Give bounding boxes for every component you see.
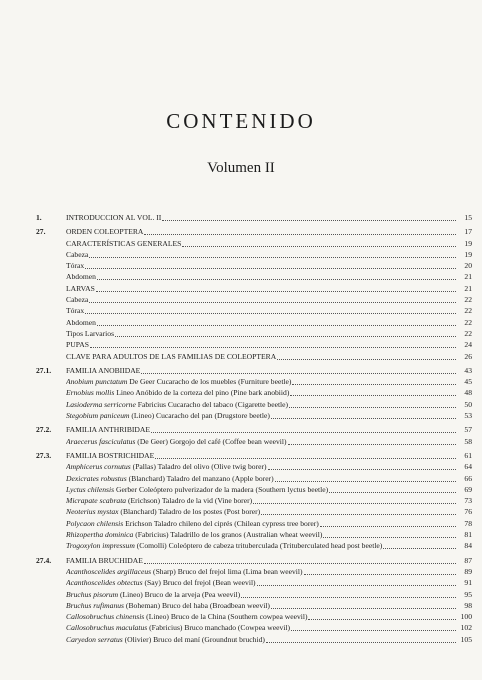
toc-entry	[66, 461, 456, 472]
entry-title	[66, 249, 88, 260]
entry-text: Cabeza	[66, 295, 89, 305]
page-number: 66	[464, 473, 472, 483]
toc-row	[36, 566, 472, 577]
toc-entry	[66, 339, 456, 350]
entry-text: (Fabricius) Taladrillo de los granos (Australian wheat weevil)	[135, 530, 323, 540]
entry-title	[66, 529, 322, 540]
page-number: 15	[464, 213, 472, 222]
toc-row	[36, 529, 472, 540]
toc-row	[36, 589, 472, 600]
dot-leader	[277, 351, 456, 360]
toc-entry	[66, 283, 456, 294]
toc-entry	[66, 238, 456, 249]
entry-text: PUPAS	[66, 340, 89, 350]
page-number: 81	[464, 530, 472, 540]
page-number: 58	[464, 436, 472, 446]
entry-title	[66, 260, 84, 271]
dot-leader	[144, 555, 456, 564]
entry-title	[66, 238, 181, 249]
entry-title	[66, 506, 260, 517]
species-name: Anobium punctatum	[66, 377, 128, 387]
dot-leader	[96, 283, 456, 292]
page-number: 100	[460, 612, 472, 622]
page-number: 22	[464, 295, 472, 305]
dot-leader	[308, 611, 456, 620]
page-number: 21	[464, 283, 472, 293]
toc-entry	[66, 506, 456, 517]
toc-entry	[66, 555, 456, 566]
entry-title	[66, 294, 88, 305]
toc-entry	[66, 436, 456, 447]
species-name: Caryedon serratus	[66, 634, 123, 644]
entry-text: Gerber Coleóptero pulverizador de la madera (Southern lyctus beetle)	[115, 484, 329, 494]
entry-title	[66, 484, 328, 495]
toc-row	[36, 238, 472, 249]
entry-text: FAMILIA ANTHRIBIDAE	[66, 425, 151, 435]
toc-entry	[66, 600, 456, 611]
toc-entry	[66, 226, 456, 237]
toc-row	[36, 622, 472, 633]
entry-title	[66, 387, 289, 398]
entry-text: (Lineo) Bruco de la China (Southern cowpea weevil)	[146, 612, 308, 622]
entry-title	[66, 271, 96, 282]
entry-title	[66, 376, 291, 387]
toc-entry	[66, 589, 456, 600]
toc-entry	[66, 424, 456, 435]
species-name: Acanthoscelides obtectus	[66, 578, 143, 588]
toc-row	[36, 473, 472, 484]
species-name: Lyctus chilensis	[66, 484, 115, 494]
dot-leader	[89, 249, 456, 258]
toc-row	[36, 450, 472, 461]
toc-row	[36, 555, 472, 566]
species-name: Neoterius mystax	[66, 507, 119, 517]
dot-leader	[141, 365, 456, 374]
toc-entry	[66, 212, 456, 223]
entry-title	[66, 589, 240, 600]
species-name: Lasioderma serricorne	[66, 399, 136, 409]
page-number: 87	[464, 555, 472, 565]
toc-row	[36, 600, 472, 611]
page-number: 89	[464, 566, 472, 576]
toc-entry	[66, 365, 456, 376]
page-number: 24	[464, 340, 472, 350]
dot-leader	[144, 226, 456, 235]
species-name: Trogoxylon impressum	[66, 541, 135, 551]
page-number: 48	[464, 388, 472, 398]
entry-title	[66, 339, 89, 350]
dot-leader	[261, 506, 456, 515]
toc-entry	[66, 376, 456, 387]
entry-text: Cabeza	[66, 249, 89, 259]
toc-row	[36, 424, 472, 435]
dot-leader	[289, 399, 456, 408]
section-number: 27.4.	[36, 555, 52, 565]
entry-text: (Pallas) Taladro del olivo (Olive twig borer)	[132, 462, 267, 472]
entry-text: (Olivier) Bruco del maní (Groundnut bruchid)	[124, 634, 265, 644]
entry-title	[66, 351, 276, 362]
entry-text: (Lineo) Bruco de la arveja (Pea weevil)	[120, 589, 241, 599]
dot-leader	[288, 436, 457, 445]
entry-text: Tórax	[66, 261, 85, 271]
toc-row	[36, 271, 472, 282]
dot-leader	[97, 271, 456, 280]
entry-text: ORDEN COLEOPTERA	[66, 227, 144, 237]
page-number: 98	[464, 600, 472, 610]
entry-text: (Boheman) Bruco del haba (Broadbean weevil)	[125, 600, 270, 610]
entry-title	[66, 611, 307, 622]
entry-text: (Lineo) Cucaracho del pan (Drugstore beetle)	[131, 411, 270, 421]
toc-row	[36, 249, 472, 260]
toc-entry	[66, 473, 456, 484]
entry-text: CLAVE PARA ADULTOS DE LAS FAMILIAS DE COLEOPTERA	[66, 351, 277, 361]
entry-text: (Sharp) Bruco del frejol lima (Lima bean weevil)	[153, 566, 303, 576]
toc-entry	[66, 566, 456, 577]
toc-row	[36, 351, 472, 362]
entry-title	[66, 365, 140, 376]
toc-row	[36, 518, 472, 529]
toc-entry	[66, 271, 456, 282]
dot-leader	[268, 461, 456, 470]
toc-row	[36, 376, 472, 387]
species-name: Dexicrates robustus	[66, 473, 127, 483]
page-number: 91	[464, 578, 472, 588]
toc-entry	[66, 518, 456, 529]
toc-entry	[66, 611, 456, 622]
entry-title	[66, 518, 319, 529]
dot-leader	[97, 317, 456, 326]
toc-row	[36, 611, 472, 622]
toc-row	[36, 506, 472, 517]
entry-title	[66, 399, 288, 410]
entry-title	[66, 226, 143, 237]
toc-entry	[66, 260, 456, 271]
page-number: 57	[464, 425, 472, 435]
page-number: 102	[460, 623, 472, 633]
entry-text: Lineo Anóbido de la corteza del pino (Pine bark anobiid)	[116, 388, 290, 398]
species-name: Amphicerus cornutus	[66, 462, 131, 472]
toc-row	[36, 461, 472, 472]
dot-leader	[292, 376, 456, 385]
page-number: 43	[464, 365, 472, 375]
entry-text: (Erichson) Taladro de la vid (Vine borer)	[128, 496, 253, 506]
table-of-contents	[36, 212, 472, 645]
toc-row	[36, 399, 472, 410]
toc-entry	[66, 529, 456, 540]
dot-leader	[271, 410, 456, 419]
section-number: 27.	[36, 227, 46, 237]
page-number: 84	[464, 541, 472, 551]
page-number: 45	[464, 377, 472, 387]
species-name: Polycaon chilensis	[66, 518, 124, 528]
page-number: 73	[464, 496, 472, 506]
toc-entry	[66, 249, 456, 260]
species-name: Stegobium paniceum	[66, 411, 130, 421]
toc-row	[36, 305, 472, 316]
toc-row	[36, 294, 472, 305]
toc-entry	[66, 495, 456, 506]
entry-text: De Geer Cucaracho de los muebles (Furniture beetle)	[129, 377, 292, 387]
entry-title	[66, 410, 270, 421]
dot-leader	[291, 622, 456, 631]
toc-row	[36, 484, 472, 495]
toc-row	[36, 283, 472, 294]
species-name: Callosobruchus maculatus	[66, 623, 148, 633]
toc-row	[36, 260, 472, 271]
page-number: 20	[464, 261, 472, 271]
page-number: 26	[464, 351, 472, 361]
toc-entry	[66, 328, 456, 339]
entry-title	[66, 328, 114, 339]
dot-leader	[253, 495, 456, 504]
entry-title	[66, 305, 84, 316]
species-name: Micrapate scabrata	[66, 496, 127, 506]
entry-title	[66, 283, 95, 294]
dot-leader	[155, 450, 456, 459]
entry-title	[66, 212, 161, 223]
page-number: 61	[464, 450, 472, 460]
dot-leader	[151, 424, 456, 433]
page-number: 19	[464, 249, 472, 259]
page-number: 53	[464, 411, 472, 421]
toc-entry	[66, 540, 456, 551]
toc-entry	[66, 399, 456, 410]
page-number: 95	[464, 589, 472, 599]
entry-title	[66, 600, 270, 611]
toc-row	[36, 317, 472, 328]
toc-entry	[66, 305, 456, 316]
page-number: 50	[464, 399, 472, 409]
dot-leader	[320, 518, 456, 527]
dot-leader	[304, 566, 456, 575]
entry-text: FAMILIA BOSTRICHIDAE	[66, 450, 155, 460]
section-number: 27.3.	[36, 450, 52, 460]
toc-entry	[66, 622, 456, 633]
entry-text: Erichson Taladro chileno del ciprés (Chilean cypress tree borer)	[125, 518, 319, 528]
dot-leader	[85, 305, 456, 314]
entry-text: CARACTERÍSTICAS GENERALES	[66, 238, 182, 248]
species-name: Ernobius mollis	[66, 388, 115, 398]
page-title: CONTENIDO	[166, 109, 316, 133]
species-name: Bruchus rufimanus	[66, 600, 125, 610]
entry-text: (Say) Bruco del frejol (Bean weevil)	[144, 578, 256, 588]
page-number: 78	[464, 518, 472, 528]
section-number: 1.	[36, 213, 42, 222]
entry-title	[66, 622, 290, 633]
toc-row	[36, 540, 472, 551]
dot-leader	[275, 473, 456, 482]
entry-text: FAMILIA BRUCHIDAE	[66, 555, 143, 565]
entry-title	[66, 495, 252, 506]
dot-leader	[266, 634, 456, 643]
entry-title	[66, 424, 150, 435]
entry-text: (Blanchard) Taladro del manzano (Apple borer)	[128, 473, 274, 483]
toc-entry	[66, 351, 456, 362]
page-number: 105	[460, 634, 472, 644]
species-name: Bruchus pisorum	[66, 589, 119, 599]
dot-leader	[85, 260, 456, 269]
entry-text: (Comolli) Coleóptero de cabeza trituberculada (Trituberculated head post beetle)	[136, 541, 383, 551]
toc-entry	[66, 484, 456, 495]
page-number: 64	[464, 462, 472, 472]
entry-title	[66, 317, 96, 328]
toc-row	[36, 328, 472, 339]
species-name: Araecerus fasciculatus	[66, 436, 136, 446]
toc-row	[36, 634, 472, 645]
toc-entry	[66, 294, 456, 305]
section-number: 27.2.	[36, 425, 52, 435]
page-number: 21	[464, 272, 472, 282]
toc-row	[36, 577, 472, 588]
toc-row	[36, 339, 472, 350]
toc-entry	[66, 410, 456, 421]
species-name: Callosobruchus chinensis	[66, 612, 145, 622]
page-number: 22	[464, 306, 472, 316]
page-number: 17	[464, 227, 472, 237]
dot-leader	[323, 529, 456, 538]
toc-entry	[66, 317, 456, 328]
species-name: Rhizopertha dominica	[66, 530, 134, 540]
toc-entry	[66, 387, 456, 398]
entry-text: FAMILIA ANOBIIDAE	[66, 365, 141, 375]
entry-title	[66, 450, 154, 461]
dot-leader	[90, 339, 456, 348]
dot-leader	[115, 328, 456, 337]
section-number: 27.1.	[36, 365, 52, 375]
entry-text: INTRODUCCION AL VOL. II	[66, 213, 162, 222]
entry-text: Tipos Larvarios	[66, 328, 115, 338]
toc-row	[36, 495, 472, 506]
page-number: 19	[464, 238, 472, 248]
page-number: 22	[464, 317, 472, 327]
toc-row	[36, 410, 472, 421]
dot-leader	[257, 577, 456, 586]
toc-row	[36, 365, 472, 376]
dot-leader	[383, 540, 456, 549]
toc-entry	[66, 577, 456, 588]
toc-entry	[66, 634, 456, 645]
entry-text: Abdomen	[66, 272, 96, 282]
entry-title	[66, 577, 256, 588]
page-number: 69	[464, 484, 472, 494]
dot-leader	[89, 294, 456, 303]
entry-text: LARVAS	[66, 283, 95, 293]
toc-row	[36, 226, 472, 237]
dot-leader	[290, 387, 456, 396]
entry-title	[66, 555, 143, 566]
entry-title	[66, 436, 287, 447]
toc-row	[36, 387, 472, 398]
dot-leader	[162, 212, 456, 221]
entry-text: Abdomen	[66, 317, 96, 327]
dot-leader	[329, 484, 456, 493]
entry-title	[66, 566, 303, 577]
dot-leader	[182, 238, 456, 247]
species-name: Acanthoscelides argillaceus	[66, 566, 152, 576]
page-number: 22	[464, 328, 472, 338]
entry-text: Tórax	[66, 306, 85, 316]
page-number: 76	[464, 507, 472, 517]
toc-row	[36, 436, 472, 447]
dot-leader	[241, 589, 456, 598]
entry-title	[66, 540, 382, 551]
entry-text: (Fabricius) Bruco manchado (Cowpea weevil)	[149, 623, 290, 633]
entry-text: (De Geer) Gorgojo del café (Coffee bean weevil)	[137, 436, 287, 446]
dot-leader	[271, 600, 456, 609]
volume-subtitle: Volumen II	[207, 160, 275, 176]
entry-title	[66, 634, 265, 645]
entry-text: (Blanchard) Taladro de los postes (Post borer)	[120, 507, 261, 517]
toc-entry	[66, 450, 456, 461]
entry-title	[66, 461, 267, 472]
entry-title	[66, 473, 274, 484]
entry-text: Fabricius Cucaracho del tabaco (Cigarette beetle)	[137, 399, 289, 409]
toc-row	[36, 212, 472, 223]
